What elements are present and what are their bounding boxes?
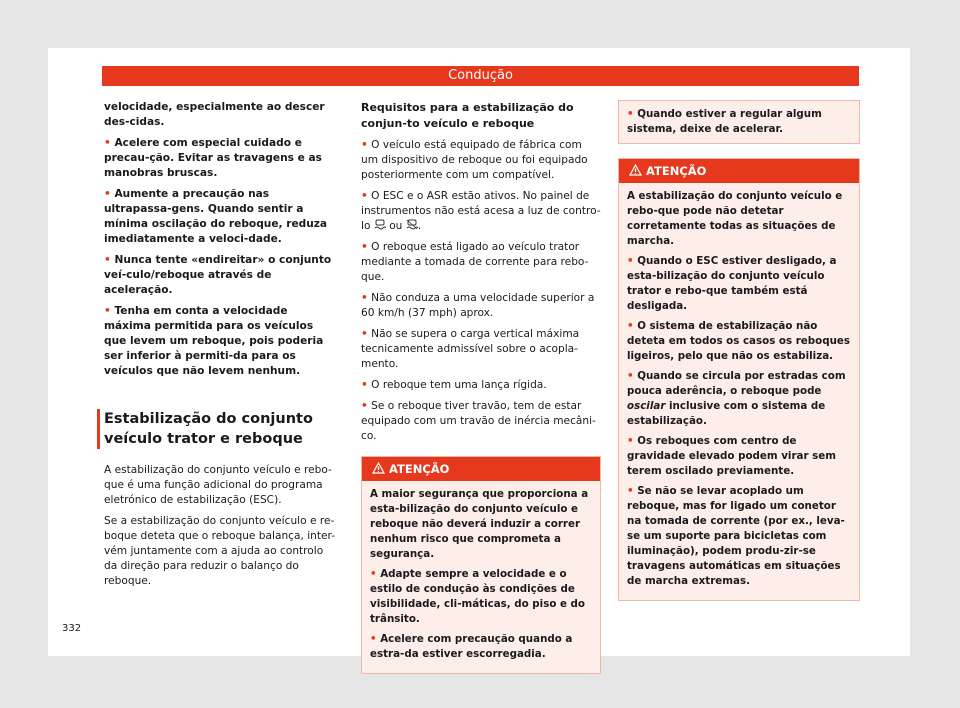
bullet-icon: • [627, 108, 634, 120]
list-item: • O veículo está equipado de fábrica com um dispositivo de reboque ou foi equipado posteriormente com um compatível. [361, 139, 588, 181]
bullet-icon: • [370, 633, 377, 645]
warning-text: A estabilização do conjunto veículo e rebo-que pode não detetar corretamente todas as situações de marcha. [627, 190, 843, 247]
chapter-header: Condução [102, 66, 859, 86]
bullet-icon: • [361, 190, 368, 202]
continued-warning-box [618, 100, 860, 144]
warning-box [618, 158, 860, 601]
bullet-icon: • [627, 485, 634, 497]
column-2 [361, 100, 601, 674]
paragraph: A estabilização do conjunto veículo e rebo-que é uma função adicional do programa eletrónico de estabilização (ESC). [104, 464, 332, 506]
list-item: • O sistema de estabilização não deteta em todos os casos os reboques ligeiros, pelo que não os estabiliza. [627, 320, 851, 362]
list-item: • Adapte sempre a velocidade e o estilo de condução às condições de visibilidade, cli-máticas, do piso e do trânsito. [370, 568, 586, 625]
bullet-icon: • [361, 241, 368, 253]
list-item: • O reboque está ligado ao veículo trator mediante a tomada de corrente para rebo-que. [361, 241, 589, 283]
warning-header: ATENÇÃO [619, 159, 859, 183]
list-item: • Não se supera o carga vertical máxima tecnicamente admissível sobre o acopla-mento. [361, 328, 580, 370]
list-item: • Não conduza a uma velocidade superior a 60 km/h (37 mph) aprox. [361, 292, 595, 319]
bullet-icon: • [627, 370, 634, 382]
subheading: Requisitos para a estabilização do conjun-to veículo e reboque [361, 101, 574, 130]
list-item: • Acelere com precaução quando a estra-da estiver escorregadia. [370, 633, 573, 660]
list-item: • Quando se circula por estradas com pouca aderência, o reboque pode oscilar inclusive com o sistema de estabilização. [627, 370, 846, 427]
warning-header: ATENÇÃO [362, 457, 600, 481]
list-item: • Nunca tente «endireitar» o conjunto veí-culo/reboque através de aceleração. [104, 254, 332, 296]
section-title: Estabilização do conjunto veículo trator e reboque [97, 409, 336, 449]
warning-triangle-icon [372, 462, 385, 474]
warning-box [361, 456, 601, 674]
bullet-icon: • [627, 320, 634, 332]
bullet-icon: • [104, 137, 111, 149]
bullet-icon: • [361, 400, 368, 412]
list-item: • O reboque tem uma lança rígida. [361, 379, 547, 391]
list-item: • Quando estiver a regular algum sistema, deixe de acelerar. [627, 108, 822, 135]
esc-warning-lamp-icon [374, 219, 386, 230]
warning-text: A maior segurança que proporciona a esta-bilização do conjunto veículo e reboque não deverá induzir a correr nenhum risco que comprometa a segurança. [370, 488, 589, 560]
bullet-icon: • [361, 139, 368, 151]
warning-body [362, 487, 600, 662]
list-item: • Se o reboque tiver travão, tem de estar equipado com um travão de inércia mecâni-co. [361, 400, 596, 442]
bullet-icon: • [361, 292, 368, 304]
column-1 [104, 100, 336, 595]
list-item: • Aumente a precaução nas ultrapassa-gens. Quando sentir a mínima oscilação do reboque, reduza imediatamente a veloci-dade. [104, 188, 328, 245]
bullet-icon: • [104, 305, 111, 317]
bullet-icon: • [370, 568, 377, 580]
bullet-icon: • [104, 188, 111, 200]
esc-off-lamp-icon [406, 219, 418, 230]
page-number: 332 [62, 623, 82, 634]
bullet-icon: • [361, 379, 368, 391]
list-item: • Tenha em conta a velocidade máxima permitida para os veículos que levem um reboque, pois poderia ser inferior à permiti-da para os veículos que não levem nenhum. [104, 305, 324, 377]
list-item: • O ESC e o ASR estão ativos. No painel de instrumentos não está acesa a luz de contro-lo ou . [361, 190, 601, 232]
warning-body [619, 189, 859, 589]
column-3 [618, 100, 860, 601]
paragraph: Se a estabilização do conjunto veículo e re-boque deteta que o reboque balança, inter-vém juntamente com a ajuda ao controlo da direção para reduzir o balanço do reboque. [104, 515, 336, 587]
bullet-icon: • [627, 255, 634, 267]
list-item: • Os reboques com centro de gravidade elevado podem virar sem terem oscilado previamente. [627, 435, 836, 477]
paragraph: velocidade, especialmente ao descer des-cidas. [104, 101, 325, 128]
list-item: • Acelere com especial cuidado e precau-ção. Evitar as travagens e as manobras bruscas. [104, 137, 322, 179]
bullet-icon: • [361, 328, 368, 340]
bullet-icon: • [104, 254, 111, 266]
list-item: • Se não se levar acoplado um reboque, mas for ligado um conetor na tomada de corrente (por ex., leva-se um suporte para bicicletas com iluminação), podem produ-zir-se travagens automáticas em situações de marcha extremas. [627, 485, 845, 587]
warning-triangle-icon [629, 164, 642, 176]
list-item: • Quando o ESC estiver desligado, a esta-bilização do conjunto veículo trator e rebo-que também está desligada. [627, 255, 837, 312]
bullet-icon: • [627, 435, 634, 447]
